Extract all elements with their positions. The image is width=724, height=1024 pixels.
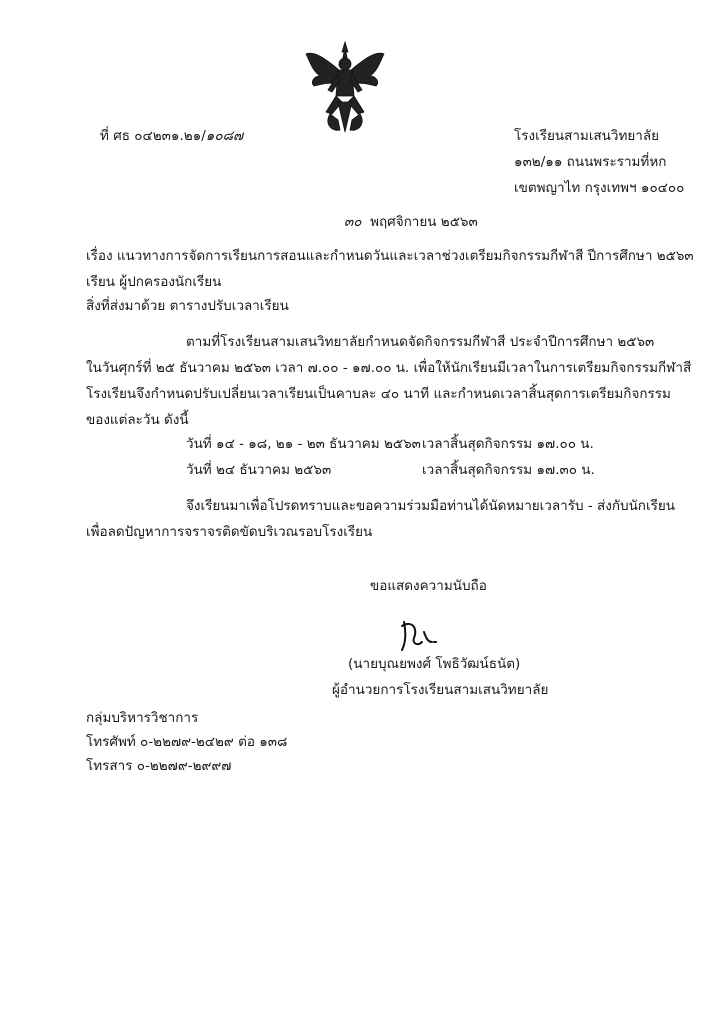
body-line-3: โรงเรียนจึงกำหนดปรับเปลี่ยนเวลาเรียนเป็นคาบละ ๔๐ นาที และกำหนดเวลาสิ้นสุดการเตรียมกิจกรรม [86, 386, 671, 402]
document-number-prefix: ที่ ศธ ๐๔๒๓๑.๒๑/ [100, 128, 206, 144]
document-number-handwritten: ๑๐๘๗ [205, 128, 244, 144]
school-name: โรงเรียนสามเสนวิทยาลัย [514, 128, 660, 144]
fax-number: โทรสาร ๐-๒๒๗๙-๒๙๙๗ [86, 758, 232, 774]
body-line-1: ตามที่โรงเรียนสามเสนวิทยาลัยกำหนดจัดกิจกรรมกีฬาสี ประจำปีการศึกษา ๒๕๖๓ [186, 334, 655, 350]
body-line-2: ในวันศุกร์ที่ ๒๕ ธันวาคม ๒๕๖๓ เวลา ๗.๐๐ - ๑๗.๐๐ น. เพื่อให้นักเรียนมีเวลาในการเตรียมกิจกรรมกีฬาสี [86, 360, 692, 376]
subject-line: เรื่อง แนวทางการจัดการเรียนการสอนและกำหนดวันและเวลาช่วงเตรียมกิจกรรมกีฬาสี ปีการศึกษา ๒๕๖๓ [86, 248, 694, 264]
closing-line-1: จึงเรียนมาเพื่อโปรดทราบและขอความร่วมมือท่านได้นัดหมายเวลารับ - ส่งกับนักเรียน [186, 498, 675, 514]
signatory-name: (นายบุณยพงศ์ โพธิวัฒน์ธนัต) [348, 656, 521, 672]
enclosure: สิ่งที่ส่งมาด้วย ตารางปรับเวลาเรียน [86, 298, 289, 314]
date-day-handwritten: ๓๐ [344, 214, 362, 230]
letter-date [344, 214, 478, 232]
schedule-date-1: วันที่ ๑๔ - ๑๘, ๒๑ - ๒๓ ธันวาคม ๒๕๖๓ [186, 436, 421, 452]
date-month-year: พฤศจิกายน ๒๕๖๓ [370, 214, 478, 230]
signature-mark [390, 612, 460, 658]
garuda-emblem-icon [302, 40, 388, 140]
schedule-end-time-1: เวลาสิ้นสุดกิจกรรม ๑๗.๐๐ น. [422, 436, 594, 452]
closing-line-2: เพื่อลดปัญหาการจราจรติดขัดบริเวณรอบโรงเรียน [86, 524, 373, 540]
signatory-position: ผู้อำนวยการโรงเรียนสามเสนวิทยาลัย [332, 682, 549, 698]
body-line-4: ของแต่ละวัน ดังนี้ [86, 412, 189, 428]
school-address-line-1: ๑๓๒/๑๑ ถนนพระรามที่หก [514, 154, 667, 170]
document-number [100, 128, 243, 146]
school-address-line-2: เขตพญาไท กรุงเทพฯ ๑๐๔๐๐ [514, 180, 685, 196]
schedule-end-time-2: เวลาสิ้นสุดกิจกรรม ๑๗.๓๐ น. [422, 462, 595, 478]
sign-off: ขอแสดงความนับถือ [370, 578, 487, 594]
schedule-date-2: วันที่ ๒๔ ธันวาคม ๒๕๖๓ [186, 462, 332, 478]
salutation: เรียน ผู้ปกครองนักเรียน [86, 274, 222, 290]
department: กลุ่มบริหารวิชาการ [86, 710, 199, 726]
phone-number: โทรศัพท์ ๐-๒๒๗๙-๒๔๒๙ ต่อ ๑๓๘ [86, 734, 288, 750]
